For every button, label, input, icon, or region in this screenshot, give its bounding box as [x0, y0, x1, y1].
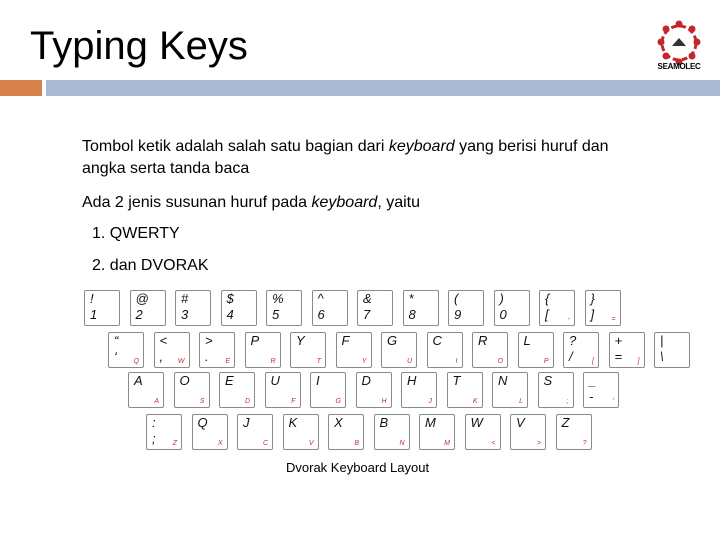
key-secondary-label: /: [569, 349, 573, 364]
key-qwerty-label: ]: [637, 358, 640, 365]
keyboard-key: [556, 414, 592, 450]
key-qwerty-label: V: [308, 440, 314, 447]
key-qwerty-label: <: [491, 440, 496, 447]
keyboard-key: [583, 372, 619, 408]
key-secondary-label: ]: [590, 307, 595, 322]
keyboard-key: [266, 290, 302, 326]
key-secondary-label: 9: [454, 307, 462, 322]
key-secondary-label: 3: [181, 307, 189, 322]
key-qwerty-label: I: [455, 358, 458, 365]
key-secondary-label: ,: [159, 349, 164, 364]
key-primary-label: #: [181, 291, 189, 306]
key-primary-label: Y: [296, 333, 305, 348]
key-primary-label: M: [425, 415, 436, 430]
keyboard-key: [419, 414, 455, 450]
key-qwerty-label: S: [199, 398, 205, 405]
keyboard-key: [374, 414, 410, 450]
key-qwerty-label: U: [406, 358, 412, 365]
key-primary-label: (: [454, 291, 459, 306]
key-qwerty-label: G: [335, 398, 341, 405]
keyboard-key: [357, 290, 393, 326]
key-primary-label: !: [90, 291, 94, 306]
key-primary-label: {: [545, 291, 550, 306]
key-secondary-label: 2: [135, 307, 143, 322]
slide-title: Typing Keys: [30, 24, 248, 68]
key-primary-label: }: [590, 291, 595, 306]
key-primary-label: Z: [561, 415, 570, 430]
paragraph-2: Ada 2 jenis susunan huruf pada keyboard, yaitu: [82, 194, 421, 211]
key-secondary-label: \: [660, 349, 664, 364]
keyboard-key: [245, 332, 281, 368]
keyboard-key: [654, 332, 690, 368]
key-qwerty-label: ': [612, 398, 614, 405]
key-primary-label: H: [407, 373, 417, 388]
keyboard-key: [128, 372, 164, 408]
key-primary-label: C: [432, 333, 442, 348]
keyboard-key: [199, 332, 235, 368]
key-secondary-label: 7: [363, 307, 371, 322]
key-qwerty-label: X: [217, 440, 223, 447]
key-primary-label: +: [614, 333, 623, 348]
key-primary-label: “: [114, 333, 119, 348]
dvorak-keyboard-image: [80, 286, 690, 476]
key-secondary-label: 8: [408, 307, 416, 322]
keyboard-key: [472, 332, 508, 368]
key-qwerty-label: A: [154, 398, 159, 405]
key-secondary-label: [: [545, 307, 549, 322]
keyboard-key: [146, 414, 182, 450]
key-primary-label: O: [179, 373, 190, 388]
key-qwerty-label: P: [543, 358, 549, 365]
key-primary-label: @: [135, 291, 149, 306]
key-primary-label: D: [361, 373, 371, 388]
keyboard-key: [492, 372, 528, 408]
keyboard-key: [265, 372, 301, 408]
keyboard-key: [221, 290, 257, 326]
keyboard-key: [518, 332, 554, 368]
list-item-dvorak: 2. dan DVORAK: [92, 257, 209, 274]
key-qwerty-label: D: [244, 398, 250, 405]
key-primary-label: U: [270, 373, 280, 388]
keyboard-key: [192, 414, 228, 450]
paragraph-1: Tombol ketik adalah salah satu bagian dari keyboard yang berisi huruf dan angka serta tanda baca: [82, 138, 609, 177]
key-qwerty-label: H: [381, 398, 387, 405]
key-primary-label: R: [478, 333, 488, 348]
key-qwerty-label: J: [428, 398, 432, 405]
key-primary-label: S: [543, 373, 553, 388]
key-qwerty-label: L: [519, 398, 523, 405]
key-qwerty-label: K: [472, 398, 478, 405]
key-primary-label: B: [379, 415, 389, 430]
keyboard-key: [84, 290, 120, 326]
key-primary-label: %: [272, 291, 284, 306]
keyboard-key: [336, 332, 372, 368]
key-qwerty-label: Y: [361, 358, 367, 365]
keyboard-key: [563, 332, 599, 368]
keyboard-key: [328, 414, 364, 450]
keyboard-key: [609, 332, 645, 368]
keyboard-key: [538, 372, 574, 408]
keyboard-key: [585, 290, 621, 326]
keyboard-key: [539, 290, 575, 326]
key-primary-label: A: [134, 373, 143, 388]
key-qwerty-label: C: [262, 440, 268, 447]
keyboard-key: [403, 290, 439, 326]
key-qwerty-label: Q: [133, 358, 139, 365]
key-secondary-label: .: [205, 349, 209, 364]
key-primary-label: :: [152, 415, 156, 430]
key-qwerty-label: >: [536, 440, 541, 447]
key-secondary-label: 6: [317, 307, 325, 322]
key-qwerty-label: ?: [582, 440, 587, 447]
keyboard-key: [175, 290, 211, 326]
keyboard-key: [381, 332, 417, 368]
key-secondary-label: -: [589, 389, 594, 404]
logo-text: SEAMOLEC: [657, 62, 701, 71]
keyboard-key: [465, 414, 501, 450]
key-primary-label: P: [250, 333, 260, 348]
key-qwerty-label: E: [225, 358, 230, 365]
key-primary-label: $: [226, 291, 234, 306]
key-qwerty-label: F: [291, 398, 296, 405]
keyboard-key: [510, 414, 546, 450]
keyboard-key: [237, 414, 273, 450]
keyboard-key: [174, 372, 210, 408]
keyboard-key: [310, 372, 346, 408]
key-primary-label: <: [159, 333, 168, 348]
key-primary-label: V: [516, 415, 525, 430]
key-primary-label: T: [452, 373, 461, 388]
keyboard-key: [448, 290, 484, 326]
key-qwerty-label: R: [270, 358, 276, 365]
list-item-qwerty: 1. QWERTY: [92, 225, 180, 242]
key-qwerty-label: Z: [172, 440, 177, 447]
keyboard-caption: Dvorak Keyboard Layout: [286, 460, 430, 475]
key-primary-label: >: [205, 333, 213, 348]
key-primary-label: ?: [569, 333, 577, 348]
key-primary-label: G: [387, 333, 398, 348]
key-primary-label: J: [243, 415, 250, 430]
accent-bar-blue: [46, 80, 720, 96]
key-qwerty-label: W: [177, 358, 185, 365]
key-qwerty-label: N: [399, 440, 405, 447]
key-qwerty-label: =: [611, 316, 616, 323]
key-secondary-label: =: [614, 349, 623, 364]
key-secondary-label: 1: [90, 307, 98, 322]
key-primary-label: E: [225, 373, 234, 388]
keyboard-key: [130, 290, 166, 326]
key-primary-label: *: [408, 291, 414, 306]
key-secondary-label: 0: [499, 307, 507, 322]
key-primary-label: F: [341, 333, 350, 348]
key-qwerty-label: T: [316, 358, 321, 365]
key-primary-label: &: [363, 291, 372, 306]
key-primary-label: ^: [317, 291, 324, 306]
key-qwerty-label: [: [592, 358, 594, 365]
key-secondary-label: 5: [272, 307, 280, 322]
keyboard-key: [312, 290, 348, 326]
keyboard-key: [283, 414, 319, 450]
keyboard-key: [290, 332, 326, 368]
keyboard-key: [427, 332, 463, 368]
keyboard-key: [447, 372, 483, 408]
accent-bar-orange: [0, 80, 42, 96]
key-secondary-label: ;: [152, 431, 156, 446]
keyboard-key: [401, 372, 437, 408]
key-primary-label: X: [334, 415, 343, 430]
keyboard-key: [108, 332, 144, 368]
keyboard-key: [356, 372, 392, 408]
key-primary-label: _: [589, 373, 597, 388]
key-qwerty-label: ;: [566, 398, 569, 405]
key-qwerty-label: B: [354, 440, 359, 447]
key-secondary-label: 4: [226, 307, 234, 322]
key-primary-label: W: [470, 415, 483, 430]
keyboard-key: [154, 332, 190, 368]
key-secondary-label: ‘: [114, 349, 117, 364]
key-primary-label: ): [499, 291, 504, 306]
key-primary-label: L: [523, 333, 531, 348]
key-primary-label: K: [288, 415, 298, 430]
keyboard-key: [494, 290, 530, 326]
key-primary-label: N: [498, 373, 508, 388]
keyboard-key: [219, 372, 255, 408]
key-primary-label: I: [316, 373, 320, 388]
key-qwerty-label: -: [567, 316, 570, 323]
key-qwerty-label: M: [444, 440, 450, 447]
key-qwerty-label: O: [497, 358, 503, 365]
key-primary-label: |: [660, 333, 664, 348]
key-primary-label: Q: [197, 415, 208, 430]
